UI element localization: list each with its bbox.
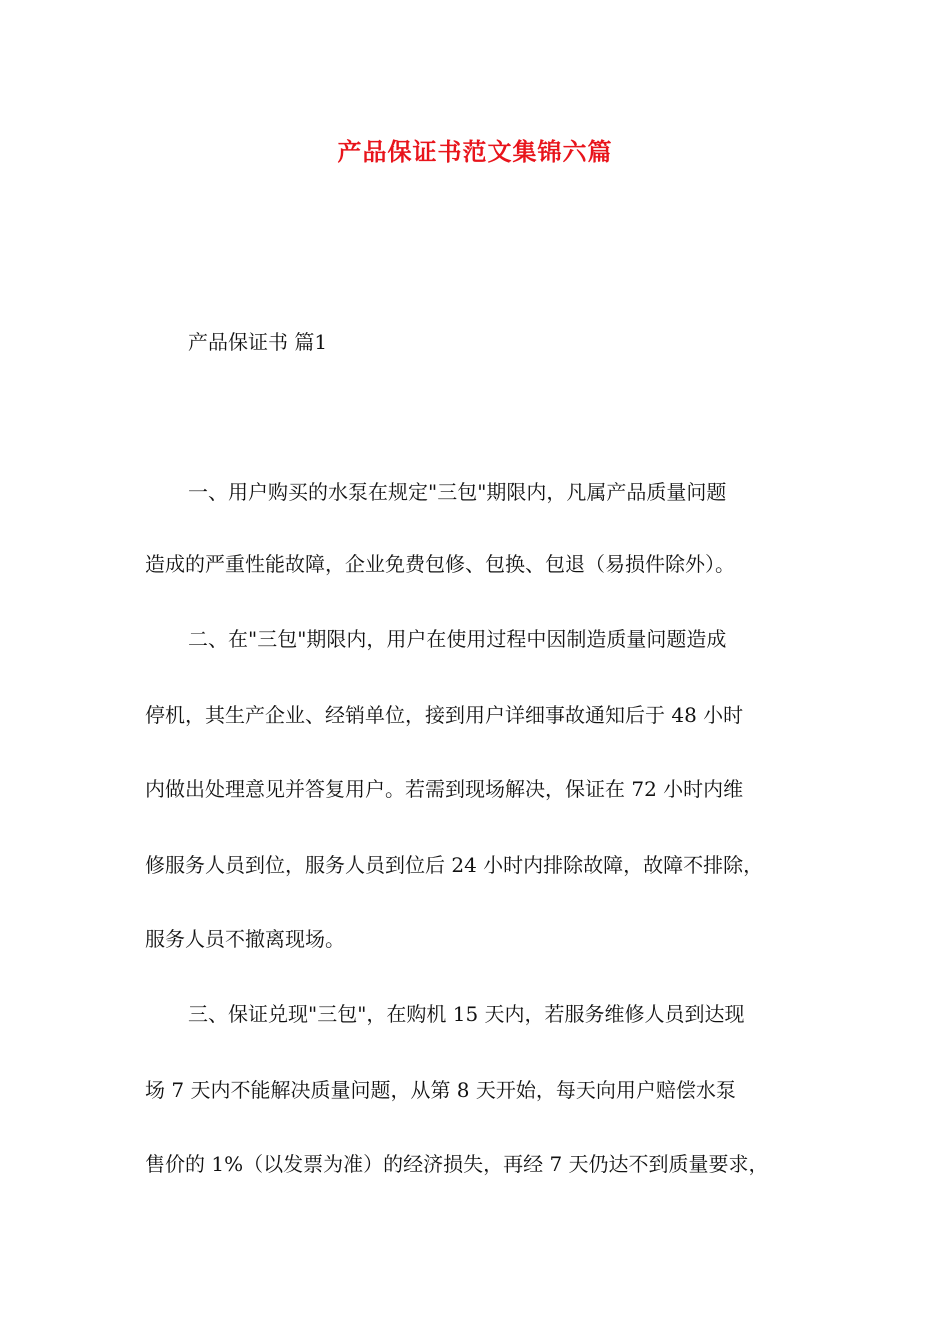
paragraph-line: 修服务人员到位，服务人员到位后 24 小时内排除故障，故障不排除， [145,853,764,877]
paragraph-line: 服务人员不撤离现场。 [145,927,345,951]
paragraph-line: 三、保证兑现"三包"，在购机 15 天内，若服务维修人员到达现 [188,1002,745,1026]
paragraph-line: 场 7 天内不能解决质量问题，从第 8 天开始，每天向用户赔偿水泵 [145,1078,736,1102]
document-title: 产品保证书范文集锦六篇 [337,137,613,166]
paragraph-line: 二、在"三包"期限内，用户在使用过程中因制造质量问题造成 [188,627,727,651]
paragraph-line: 一、用户购买的水泵在规定"三包"期限内，凡属产品质量问题 [188,480,727,504]
paragraph-line: 停机，其生产企业、经销单位，接到用户详细事故通知后于 48 小时 [145,703,744,727]
paragraph-line: 内做出处理意见并答复用户。若需到现场解决，保证在 72 小时内维 [145,777,744,801]
section-heading: 产品保证书 篇1 [188,330,328,354]
paragraph-line: 造成的严重性能故障，企业免费包修、包换、包退（易损件除外）。 [145,552,735,576]
paragraph-line: 售价的 1%（以发票为准）的经济损失，再经 7 天仍达不到质量要求， [145,1152,769,1176]
